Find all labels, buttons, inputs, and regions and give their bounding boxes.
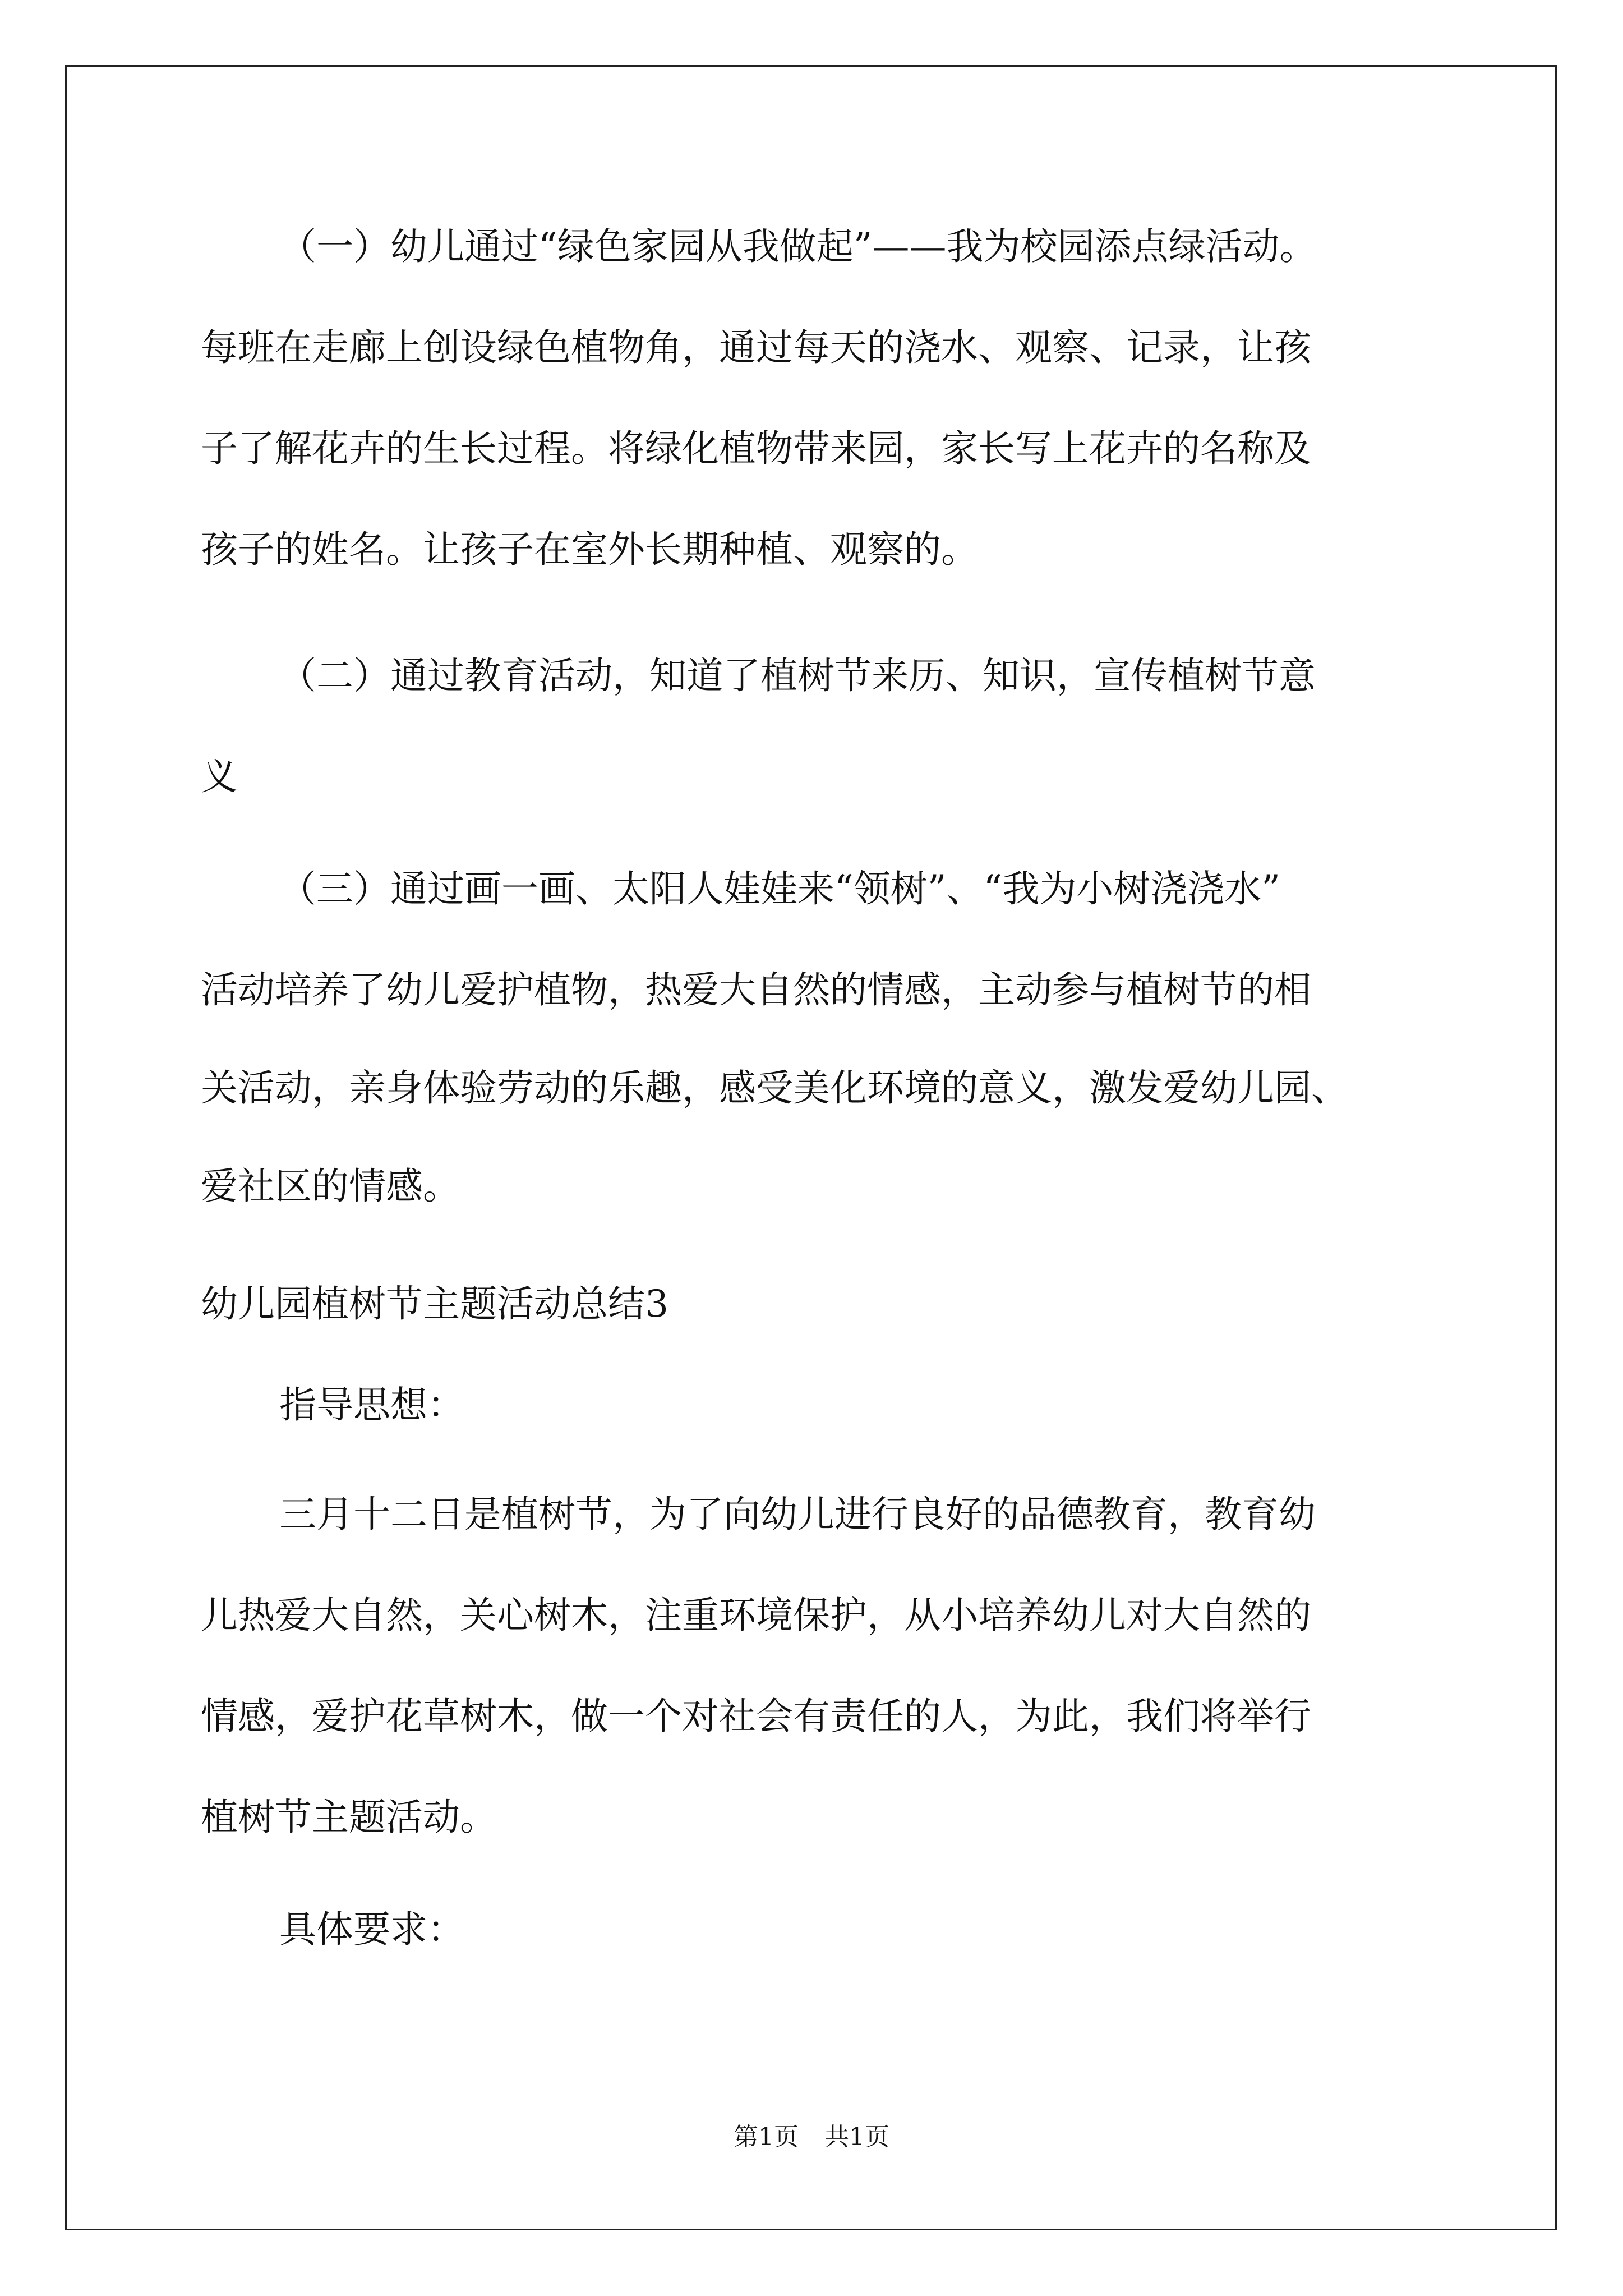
- page-footer: [0, 2120, 1623, 2154]
- paragraph-line: 指导思想：: [279, 1383, 464, 1427]
- paragraph-line: 植树节主题活动。: [201, 1796, 497, 1839]
- paragraph-line: 爱社区的情感。: [201, 1165, 460, 1208]
- paragraph-line: （三）通过画一画、太阳人娃娃来“领树”、“我为小树浇浇水”: [279, 867, 1280, 910]
- page-current: 第1页: [734, 2123, 799, 2151]
- page-total: 共1页: [824, 2123, 889, 2151]
- paragraph-line: 孩子的姓名。让孩子在室外长期种植、观察的。: [201, 528, 978, 571]
- paragraph-line: 情感，爱护花草树木，做一个对社会有责任的人，为此，我们将举行: [201, 1695, 1311, 1738]
- paragraph-line: 活动培养了幼儿爱护植物，热爱大自然的情感，主动参与植树节的相: [201, 968, 1311, 1011]
- paragraph-line: 义: [201, 755, 238, 798]
- paragraph-line: 每班在走廊上创设绿色植物角，通过每天的浇水、观察、记录，让孩: [201, 326, 1311, 369]
- section-title: 幼儿园植树节主题活动总结3: [201, 1282, 668, 1326]
- paragraph-line: 具体要求：: [279, 1908, 464, 1951]
- paragraph-line: 关活动，亲身体验劳动的乐趣，感受美化环境的意义，激发爱幼儿园、: [201, 1066, 1348, 1110]
- paragraph-line: （二）通过教育活动，知道了植树节来历、知识，宣传植树节意: [279, 654, 1316, 697]
- paragraph-line: 子了解花卉的生长过程。将绿化植物带来园，家长写上花卉的名称及: [201, 427, 1311, 470]
- paragraph-line: 儿热爱大自然，关心树木，注重环境保护，从小培养幼儿对大自然的: [201, 1594, 1311, 1637]
- paragraph-line: 三月十二日是植树节，为了向幼儿进行良好的品德教育，教育幼: [279, 1493, 1316, 1536]
- paragraph-line: （一）幼儿通过“绿色家园从我做起”——我为校园添点绿活动。: [279, 225, 1317, 268]
